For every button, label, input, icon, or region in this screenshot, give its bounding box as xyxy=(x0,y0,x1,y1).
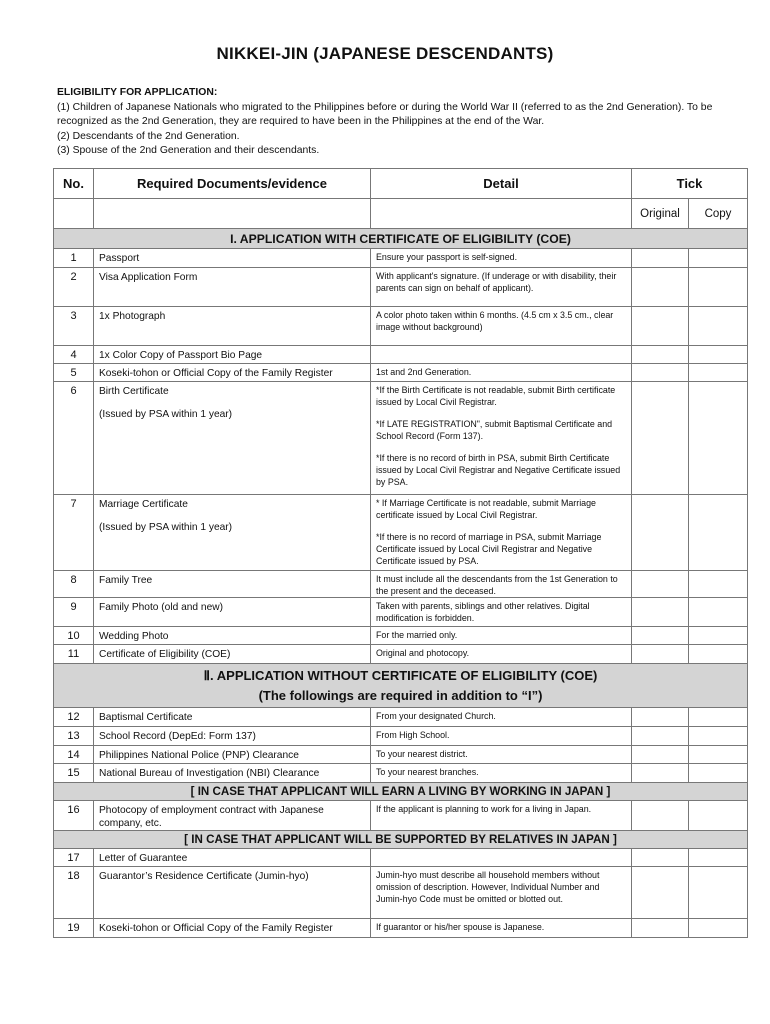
row-detail xyxy=(371,495,632,571)
table-row xyxy=(54,746,748,764)
row-number: 8 xyxy=(54,571,94,598)
original-tick-box[interactable] xyxy=(632,571,689,598)
copy-tick-box[interactable] xyxy=(689,919,748,938)
row-detail: With applicant's signature. (If underage or with disability, their parents can sign on behalf of applicant). xyxy=(371,268,632,307)
detail-part-1: *If the Birth Certificate is not readable, submit Birth certificate issued by Local Civil Registrar. xyxy=(376,385,616,407)
row-number: 3 xyxy=(54,307,94,346)
row-number: 11 xyxy=(54,645,94,664)
copy-tick-box[interactable] xyxy=(689,382,748,495)
table-row xyxy=(54,364,748,382)
row-document: Koseki-tohon or Official Copy of the Family Register xyxy=(94,364,371,382)
row-detail: For the married only. xyxy=(371,627,632,645)
table-row xyxy=(54,764,748,783)
original-tick-box[interactable] xyxy=(632,801,689,831)
row-detail xyxy=(371,346,632,364)
row-number: 15 xyxy=(54,764,94,783)
table-row xyxy=(54,268,748,307)
row-detail xyxy=(371,849,632,867)
section-2-subtitle: (The followings are required in addition to “I”) xyxy=(258,687,543,703)
copy-tick-box[interactable] xyxy=(689,627,748,645)
table-row xyxy=(54,919,748,938)
eligibility-section xyxy=(57,86,727,159)
copy-tick-box[interactable] xyxy=(689,268,748,307)
copy-tick-box[interactable] xyxy=(689,801,748,831)
eligibility-line-3: (3) Spouse of the 2nd Generation and their descendants. xyxy=(57,145,320,157)
row-number: 18 xyxy=(54,867,94,919)
table-row xyxy=(54,801,748,831)
table-header-row xyxy=(54,169,748,199)
original-tick-box[interactable] xyxy=(632,764,689,783)
original-tick-box[interactable] xyxy=(632,346,689,364)
row-number: 9 xyxy=(54,598,94,627)
table-row xyxy=(54,849,748,867)
section-1-heading: I. APPLICATION WITH CERTIFICATE OF ELIGIBILITY (COE) xyxy=(54,229,748,249)
original-tick-box[interactable] xyxy=(632,307,689,346)
row-detail: Jumin-hyo must describe all household members without omission of description. However, Individual Number and Jumin-hyo Code must be omitted or blotted out. xyxy=(371,867,632,919)
section-4-row xyxy=(54,831,748,849)
row-number: 14 xyxy=(54,746,94,764)
row-number: 7 xyxy=(54,495,94,571)
row-document: Visa Application Form xyxy=(94,268,371,307)
copy-tick-box[interactable] xyxy=(689,867,748,919)
original-tick-box[interactable] xyxy=(632,645,689,664)
table-row xyxy=(54,708,748,727)
original-tick-box[interactable] xyxy=(632,598,689,627)
row-document: Certificate of Eligibility (COE) xyxy=(94,645,371,664)
row-number: 5 xyxy=(54,364,94,382)
table-subheader-row xyxy=(54,199,748,229)
section-1-row xyxy=(54,229,748,249)
section-2-heading xyxy=(54,664,748,708)
original-tick-box[interactable] xyxy=(632,364,689,382)
row-document: 1x Color Copy of Passport Bio Page xyxy=(94,346,371,364)
row-detail: 1st and 2nd Generation. xyxy=(371,364,632,382)
document-name: Birth Certificate xyxy=(99,386,169,397)
copy-tick-box[interactable] xyxy=(689,346,748,364)
original-tick-box[interactable] xyxy=(632,849,689,867)
section-4-heading: [ IN CASE THAT APPLICANT WILL BE SUPPORTED BY RELATIVES IN JAPAN ] xyxy=(54,831,748,849)
eligibility-line-1: (1) Children of Japanese Nationals who migrated to the Philippines before or during the World War II (referred to as the 2nd Generation). To be recognized as the 2nd Generation, they are required to have been in the Philippines at the end of the War. xyxy=(57,101,713,128)
requirements-table xyxy=(53,168,748,938)
document-title: NIKKEI-JIN (JAPANESE DESCENDANTS) xyxy=(216,44,554,63)
row-document xyxy=(94,495,371,571)
table-row xyxy=(54,627,748,645)
row-number: 16 xyxy=(54,801,94,831)
header-documents: Required Documents/evidence xyxy=(94,169,371,199)
original-tick-box[interactable] xyxy=(632,919,689,938)
eligibility-line-2: (2) Descendants of the 2nd Generation. xyxy=(57,130,240,142)
row-document: School Record (DepEd: Form 137) xyxy=(94,727,371,746)
eligibility-heading: ELIGIBILITY FOR APPLICATION: xyxy=(57,87,218,98)
original-tick-box[interactable] xyxy=(632,495,689,571)
row-detail xyxy=(371,382,632,495)
table-row xyxy=(54,727,748,746)
row-detail: Original and photocopy. xyxy=(371,645,632,664)
copy-tick-box[interactable] xyxy=(689,598,748,627)
header-detail: Detail xyxy=(371,169,632,199)
section-2-row xyxy=(54,664,748,708)
header-copy: Copy xyxy=(689,199,748,229)
document-name: Marriage Certificate xyxy=(99,499,188,510)
row-number: 13 xyxy=(54,727,94,746)
copy-tick-box[interactable] xyxy=(689,727,748,746)
header-tick: Tick xyxy=(632,169,748,199)
table-row xyxy=(54,598,748,627)
section-3-row xyxy=(54,783,748,801)
detail-part-2: *If LATE REGISTRATION", submit Baptismal Certificate and School Record (Form 137). xyxy=(376,419,613,441)
copy-tick-box[interactable] xyxy=(689,571,748,598)
row-number: 2 xyxy=(54,268,94,307)
detail-part-2: *If there is no record of marriage in PSA, submit Marriage Certificate issued by Local Civil Registrar and Negative Certificate issued by PSA. xyxy=(376,532,602,566)
copy-tick-box[interactable] xyxy=(689,746,748,764)
row-detail: Ensure your passport is self-signed. xyxy=(371,249,632,268)
section-2-title: Ⅱ. APPLICATION WITHOUT CERTIFICATE OF ELIGIBILITY (COE) xyxy=(203,667,598,683)
row-number: 10 xyxy=(54,627,94,645)
original-tick-box[interactable] xyxy=(632,746,689,764)
row-document: Philippines National Police (PNP) Clearance xyxy=(94,746,371,764)
header-no: No. xyxy=(54,169,94,199)
row-document: Passport xyxy=(94,249,371,268)
copy-tick-box[interactable] xyxy=(689,307,748,346)
original-tick-box[interactable] xyxy=(632,708,689,727)
row-number: 12 xyxy=(54,708,94,727)
row-detail: From High School. xyxy=(371,727,632,746)
copy-tick-box[interactable] xyxy=(689,364,748,382)
original-tick-box[interactable] xyxy=(632,867,689,919)
row-detail: To your nearest branches. xyxy=(371,764,632,783)
original-tick-box[interactable] xyxy=(632,249,689,268)
row-detail: It must include all the descendants from the 1st Generation to the present and the deceased. xyxy=(371,571,632,598)
row-document: Family Tree xyxy=(94,571,371,598)
row-document: National Bureau of Investigation (NBI) Clearance xyxy=(94,764,371,783)
row-number: 6 xyxy=(54,382,94,495)
copy-tick-box[interactable] xyxy=(689,495,748,571)
table-row xyxy=(54,867,748,919)
row-document: Wedding Photo xyxy=(94,627,371,645)
row-detail: Taken with parents, siblings and other relatives. Digital modification is forbidden. xyxy=(371,598,632,627)
table-row xyxy=(54,571,748,598)
original-tick-box[interactable] xyxy=(632,382,689,495)
detail-part-1: * If Marriage Certificate is not readable, submit Marriage certificate issued by Local Civil Registrar. xyxy=(376,498,596,520)
table-row xyxy=(54,346,748,364)
header-original: Original xyxy=(632,199,689,229)
row-document: Family Photo (old and new) xyxy=(94,598,371,627)
row-number: 19 xyxy=(54,919,94,938)
row-document: Photocopy of employment contract with Japanese company, etc. xyxy=(94,801,371,831)
document-note: (Issued by PSA within 1 year) xyxy=(99,409,233,420)
original-tick-box[interactable] xyxy=(632,627,689,645)
row-document: Guarantor’s Residence Certificate (Jumin-hyo) xyxy=(94,867,371,919)
row-document: Koseki-tohon or Official Copy of the Family Register xyxy=(94,919,371,938)
row-detail: If guarantor or his/her spouse is Japanese. xyxy=(371,919,632,938)
copy-tick-box[interactable] xyxy=(689,849,748,867)
original-tick-box[interactable] xyxy=(632,727,689,746)
table-row xyxy=(54,307,748,346)
document-note: (Issued by PSA within 1 year) xyxy=(99,522,233,533)
row-number: 1 xyxy=(54,249,94,268)
copy-tick-box[interactable] xyxy=(689,249,748,268)
copy-tick-box[interactable] xyxy=(689,764,748,783)
row-number: 17 xyxy=(54,849,94,867)
detail-part-3: *If there is no record of birth in PSA, submit Birth Certificate issued by Local Civil Registrar and Negative Certificate issued by PSA. xyxy=(376,453,621,487)
row-document: Baptismal Certificate xyxy=(94,708,371,727)
row-detail: From your designated Church. xyxy=(371,708,632,727)
row-number: 4 xyxy=(54,346,94,364)
original-tick-box[interactable] xyxy=(632,268,689,307)
copy-tick-box[interactable] xyxy=(689,645,748,664)
row-detail: If the applicant is planning to work for a living in Japan. xyxy=(371,801,632,831)
row-detail: A color photo taken within 6 months. (4.5 cm x 3.5 cm., clear image without background) xyxy=(371,307,632,346)
row-detail: To your nearest district. xyxy=(371,746,632,764)
table-row xyxy=(54,382,748,495)
table-row xyxy=(54,645,748,664)
row-document: Letter of Guarantee xyxy=(94,849,371,867)
section-3-heading: [ IN CASE THAT APPLICANT WILL EARN A LIVING BY WORKING IN JAPAN ] xyxy=(54,783,748,801)
table-row xyxy=(54,249,748,268)
row-document xyxy=(94,382,371,495)
copy-tick-box[interactable] xyxy=(689,708,748,727)
table-row xyxy=(54,495,748,571)
row-document: 1x Photograph xyxy=(94,307,371,346)
